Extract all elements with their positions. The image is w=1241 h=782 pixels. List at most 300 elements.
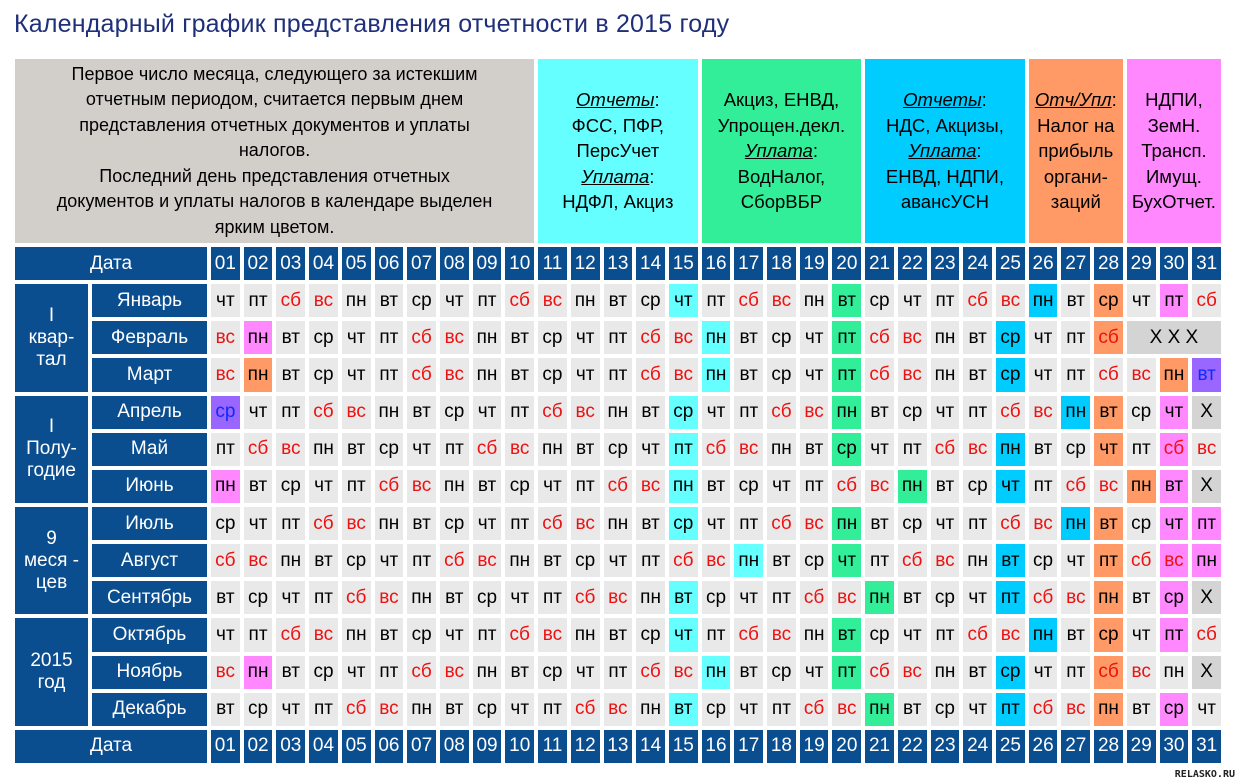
day-cell: чт: [244, 396, 273, 429]
day-cell: ср: [898, 507, 927, 540]
month-label: Август: [92, 544, 207, 577]
day-cell: вт: [1160, 470, 1189, 503]
day-cell: ср: [244, 693, 273, 726]
category-line: Упрощен.декл.: [717, 114, 846, 136]
day-cell: вт: [865, 507, 894, 540]
day-cell: ср: [1094, 618, 1123, 651]
category-line: Трансп.: [1141, 140, 1207, 162]
day-cell: пн: [473, 656, 502, 689]
day-cell: пн: [1029, 618, 1058, 651]
date-footer-day: 20: [832, 730, 861, 763]
category-line: авансУСН: [900, 191, 990, 213]
day-cell: чт: [571, 321, 600, 354]
day-cell: вт: [931, 470, 960, 503]
day-cell: вс: [276, 433, 305, 466]
category-line: СборВБР: [740, 191, 823, 213]
quarter-line: Полу-: [26, 438, 77, 460]
day-cell: вт: [407, 507, 436, 540]
date-footer-day: 13: [604, 730, 633, 763]
category-line: НДС, Акцизы,: [886, 114, 1004, 136]
category-line: ЕНВД, НДПИ,: [885, 165, 1004, 187]
day-cell: вс: [669, 358, 698, 391]
day-cell: вс: [1127, 656, 1156, 689]
date-header-day: 29: [1127, 247, 1156, 280]
day-cell: чт: [473, 396, 502, 429]
site-credit: RELASKO.RU: [1174, 769, 1235, 780]
day-cell: вс: [211, 321, 240, 354]
day-cell: вс: [832, 581, 861, 614]
day-cell: чт: [276, 581, 305, 614]
day-cell: ср: [636, 618, 665, 651]
date-footer-day: 04: [309, 730, 338, 763]
date-header-day: 23: [931, 247, 960, 280]
day-cell: чт: [669, 284, 698, 317]
date-footer-day: 03: [276, 730, 305, 763]
month-label: Сентябрь: [92, 581, 207, 614]
day-cell: вс: [407, 470, 436, 503]
day-cell: ср: [996, 358, 1025, 391]
day-cell: вс: [440, 358, 469, 391]
day-cell: вт: [734, 321, 763, 354]
day-cell: пт: [669, 433, 698, 466]
day-cell: чт: [342, 321, 371, 354]
date-header-day: 27: [1061, 247, 1090, 280]
day-cell: ср: [276, 470, 305, 503]
day-cell: ср: [963, 470, 992, 503]
day-cell: сб: [211, 544, 240, 577]
day-cell: пн: [1029, 284, 1058, 317]
day-cell: вс: [211, 656, 240, 689]
date-footer-day: 25: [996, 730, 1025, 763]
day-cell: чт: [898, 618, 927, 651]
date-header-day: 20: [832, 247, 861, 280]
category-line: Уплата:: [744, 140, 818, 162]
day-cell: пт: [309, 581, 338, 614]
day-cell: ср: [211, 507, 240, 540]
day-cell: пт: [342, 470, 371, 503]
day-cell: пн: [931, 321, 960, 354]
day-cell: ср: [898, 396, 927, 429]
day-cell: вт: [702, 470, 731, 503]
day-cell: пн: [244, 656, 273, 689]
quarter-line: годие: [27, 460, 76, 482]
day-cell: сб: [734, 618, 763, 651]
day-cell: вс: [604, 693, 633, 726]
date-header-day: 26: [1029, 247, 1058, 280]
day-cell: вс: [604, 581, 633, 614]
day-cell: сб: [309, 507, 338, 540]
day-cell: чт: [407, 433, 436, 466]
day-cell: вт: [440, 693, 469, 726]
day-cell: ср: [309, 358, 338, 391]
date-footer-day: 17: [734, 730, 763, 763]
day-cell: чт: [571, 358, 600, 391]
day-cell: пн: [276, 544, 305, 577]
day-cell: сб: [1029, 581, 1058, 614]
note-line: представления отчетных документов и уплаты: [79, 114, 470, 135]
category-line: прибыль: [1038, 140, 1114, 162]
date-footer-day: 10: [505, 730, 534, 763]
day-cell: ср: [865, 618, 894, 651]
day-cell: чт: [702, 396, 731, 429]
day-cell: сб: [963, 284, 992, 317]
day-cell: сб: [276, 618, 305, 651]
day-cell: сб: [505, 284, 534, 317]
day-cell: пн: [604, 396, 633, 429]
day-cell: пн: [898, 470, 927, 503]
day-cell: пн: [1094, 581, 1123, 614]
day-cell: вт: [963, 358, 992, 391]
date-footer-day: 02: [244, 730, 273, 763]
category-line: Отч/Упл:: [1034, 89, 1117, 111]
day-cell: вс: [800, 396, 829, 429]
day-cell: пт: [276, 507, 305, 540]
day-cell: чт: [1192, 693, 1221, 726]
day-cell: пн: [865, 581, 894, 614]
day-cell: ср: [473, 581, 502, 614]
quarter-line: I: [48, 304, 55, 326]
day-cell: вт: [211, 581, 240, 614]
category-header: [1127, 59, 1221, 243]
day-cell: вт: [604, 284, 633, 317]
category-line: Акциз, ЕНВД,: [723, 89, 840, 111]
day-cell: чт: [309, 470, 338, 503]
day-cell: пт: [604, 656, 633, 689]
day-cell: сб: [702, 433, 731, 466]
day-cell: пн: [604, 507, 633, 540]
day-cell: ср: [1160, 693, 1189, 726]
day-cell: чт: [1127, 618, 1156, 651]
day-cell: пт: [767, 581, 796, 614]
day-cell: пн: [1127, 470, 1156, 503]
day-cell: сб: [996, 396, 1025, 429]
day-cell: вт: [244, 470, 273, 503]
day-cell: вт: [898, 581, 927, 614]
note-line: документов и уплаты налогов в календаре выделен: [56, 191, 493, 212]
day-cell: пт: [309, 693, 338, 726]
day-cell: чт: [375, 544, 404, 577]
day-cell: сб: [276, 284, 305, 317]
date-footer-day: 01: [211, 730, 240, 763]
day-cell: пн: [702, 321, 731, 354]
day-cell: сб: [604, 470, 633, 503]
day-cell: вт: [963, 656, 992, 689]
day-cell: пт: [832, 656, 861, 689]
date-header-day: 03: [276, 247, 305, 280]
day-cell: вс: [865, 470, 894, 503]
date-header-day: 09: [473, 247, 502, 280]
day-cell: сб: [767, 507, 796, 540]
day-cell: вт: [865, 396, 894, 429]
day-cell: вт: [734, 358, 763, 391]
day-cell: пт: [1160, 618, 1189, 651]
day-cell: вт: [636, 507, 665, 540]
date-header-day: 05: [342, 247, 371, 280]
day-cell: вт: [669, 693, 698, 726]
date-footer-day: 05: [342, 730, 371, 763]
day-cell: сб: [734, 284, 763, 317]
note-line: налогов.: [238, 140, 311, 161]
day-cell: вс: [1192, 433, 1221, 466]
day-cell: чт: [702, 507, 731, 540]
day-cell: вс: [1160, 544, 1189, 577]
day-cell: ср: [407, 618, 436, 651]
day-cell: ср: [309, 321, 338, 354]
date-header-day: 04: [309, 247, 338, 280]
day-cell: сб: [865, 358, 894, 391]
unused-day: X: [1192, 396, 1221, 429]
day-cell: пт: [1160, 284, 1189, 317]
date-footer-day: 31: [1192, 730, 1221, 763]
day-cell: вт: [832, 284, 861, 317]
day-cell: вт: [1029, 433, 1058, 466]
date-header-day: 06: [375, 247, 404, 280]
day-cell: пт: [996, 581, 1025, 614]
day-cell: ср: [996, 321, 1025, 354]
day-cell: пт: [832, 358, 861, 391]
day-cell: ср: [375, 433, 404, 466]
day-cell: ср: [244, 581, 273, 614]
day-cell: ср: [440, 396, 469, 429]
day-cell: пн: [636, 693, 665, 726]
header-note: [15, 59, 534, 243]
day-cell: вт: [440, 581, 469, 614]
date-footer-day: 24: [963, 730, 992, 763]
day-cell: вт: [767, 544, 796, 577]
day-cell: пт: [604, 321, 633, 354]
category-line: Уплата:: [908, 140, 982, 162]
day-cell: чт: [244, 507, 273, 540]
day-cell: пн: [1192, 544, 1221, 577]
day-cell: чт: [1029, 656, 1058, 689]
day-cell: ср: [702, 693, 731, 726]
quarter-line: 2015: [30, 650, 73, 672]
date-footer-day: 22: [898, 730, 927, 763]
day-cell: вс: [440, 656, 469, 689]
day-cell: ср: [669, 396, 698, 429]
day-cell: вс: [1029, 507, 1058, 540]
day-cell: вс: [669, 321, 698, 354]
day-cell: чт: [211, 284, 240, 317]
day-cell: пт: [931, 618, 960, 651]
quarter-line: тал: [36, 348, 67, 370]
day-cell: ср: [440, 507, 469, 540]
day-cell: пн: [669, 470, 698, 503]
day-cell: пт: [473, 284, 502, 317]
day-cell: ср: [931, 581, 960, 614]
day-cell: чт: [800, 321, 829, 354]
day-cell: ср: [767, 321, 796, 354]
date-header-day: 11: [538, 247, 567, 280]
month-label: Ноябрь: [92, 656, 207, 689]
day-cell: сб: [1094, 321, 1123, 354]
day-cell: пн: [832, 396, 861, 429]
day-cell: пт: [375, 321, 404, 354]
calendar-grid: [15, 59, 1221, 763]
day-cell: пн: [538, 433, 567, 466]
day-cell: вс: [832, 693, 861, 726]
day-cell: пт: [538, 693, 567, 726]
day-cell: чт: [832, 544, 861, 577]
day-cell: ср: [1029, 544, 1058, 577]
day-cell: пн: [702, 358, 731, 391]
day-cell: вс: [931, 544, 960, 577]
day-cell: ср: [604, 433, 633, 466]
day-cell: чт: [211, 618, 240, 651]
date-footer-day: 30: [1160, 730, 1189, 763]
day-cell: вс: [996, 618, 1025, 651]
day-cell: ср: [342, 544, 371, 577]
day-cell: чт: [931, 396, 960, 429]
day-cell: сб: [865, 656, 894, 689]
category-line: НДПИ,: [1145, 89, 1203, 111]
category-line: НДФЛ, Акциз: [562, 191, 674, 213]
day-cell: вс: [898, 321, 927, 354]
unused-days: X X X: [1127, 321, 1221, 354]
day-cell: чт: [963, 693, 992, 726]
quarter-line: 9: [46, 527, 57, 549]
day-cell: вт: [1094, 396, 1123, 429]
day-cell: пн: [571, 284, 600, 317]
day-cell: пн: [1160, 358, 1189, 391]
date-header-day: 12: [571, 247, 600, 280]
quarter-label: [15, 396, 88, 503]
day-cell: вт: [832, 618, 861, 651]
day-cell: пн: [931, 656, 960, 689]
day-cell: ср: [211, 396, 240, 429]
day-cell: сб: [963, 618, 992, 651]
day-cell: вт: [996, 544, 1025, 577]
day-cell: ср: [702, 581, 731, 614]
day-cell: вс: [571, 396, 600, 429]
day-cell: вс: [1029, 396, 1058, 429]
day-cell: ср: [538, 358, 567, 391]
day-cell: чт: [734, 581, 763, 614]
day-cell: ср: [473, 693, 502, 726]
day-cell: сб: [407, 656, 436, 689]
day-cell: пт: [767, 693, 796, 726]
day-cell: ср: [767, 656, 796, 689]
month-label: Январь: [92, 284, 207, 317]
day-cell: сб: [1061, 470, 1090, 503]
day-cell: пн: [342, 284, 371, 317]
day-cell: вт: [309, 544, 338, 577]
date-header-day: 10: [505, 247, 534, 280]
day-cell: вс: [800, 507, 829, 540]
quarter-label: [15, 507, 88, 614]
day-cell: вт: [375, 618, 404, 651]
day-cell: сб: [1192, 284, 1221, 317]
day-cell: вс: [375, 581, 404, 614]
day-cell: ср: [767, 358, 796, 391]
day-cell: пт: [832, 321, 861, 354]
date-footer-day: 07: [407, 730, 436, 763]
category-header: [702, 59, 862, 243]
day-cell: чт: [636, 433, 665, 466]
day-cell: вт: [571, 433, 600, 466]
day-cell: ср: [800, 544, 829, 577]
date-footer-day: 26: [1029, 730, 1058, 763]
day-cell: чт: [931, 507, 960, 540]
date-footer-day: 11: [538, 730, 567, 763]
day-cell: ср: [996, 656, 1025, 689]
date-footer-label: Дата: [15, 730, 207, 763]
day-cell: сб: [440, 544, 469, 577]
day-cell: пт: [538, 581, 567, 614]
day-cell: пн: [636, 581, 665, 614]
day-cell: вт: [505, 321, 534, 354]
day-cell: вс: [538, 284, 567, 317]
day-cell: чт: [505, 581, 534, 614]
day-cell: ср: [865, 284, 894, 317]
day-cell: чт: [505, 693, 534, 726]
day-cell: вс: [767, 618, 796, 651]
day-cell: вс: [309, 284, 338, 317]
day-cell: пн: [996, 433, 1025, 466]
day-cell: чт: [898, 284, 927, 317]
day-cell: чт: [1127, 284, 1156, 317]
day-cell: пт: [473, 618, 502, 651]
date-footer-day: 14: [636, 730, 665, 763]
day-cell: ср: [832, 433, 861, 466]
day-cell: пн: [734, 544, 763, 577]
day-cell: чт: [1160, 507, 1189, 540]
day-cell: вс: [636, 470, 665, 503]
date-header-day: 07: [407, 247, 436, 280]
day-cell: пн: [407, 581, 436, 614]
quarter-label: [15, 284, 88, 391]
day-cell: пн: [931, 358, 960, 391]
day-cell: чт: [604, 544, 633, 577]
day-cell: сб: [473, 433, 502, 466]
day-cell: сб: [309, 396, 338, 429]
date-header-label: Дата: [15, 247, 207, 280]
date-footer-day: 23: [931, 730, 960, 763]
day-cell: вт: [375, 284, 404, 317]
day-cell: ср: [636, 284, 665, 317]
day-cell: вт: [636, 396, 665, 429]
day-cell: чт: [571, 656, 600, 689]
date-header-day: 16: [702, 247, 731, 280]
day-cell: вт: [1094, 507, 1123, 540]
quarter-label: [15, 618, 88, 725]
day-cell: пн: [767, 433, 796, 466]
day-cell: чт: [342, 656, 371, 689]
day-cell: ср: [1061, 433, 1090, 466]
day-cell: пт: [1061, 358, 1090, 391]
day-cell: ср: [931, 693, 960, 726]
note-line: Последний день представления отчетных: [99, 165, 450, 186]
day-cell: вс: [996, 284, 1025, 317]
day-cell: сб: [375, 470, 404, 503]
day-cell: пн: [211, 470, 240, 503]
day-cell: чт: [963, 581, 992, 614]
day-cell: пн: [375, 507, 404, 540]
category-header: [538, 59, 698, 243]
category-line: ЗемН.: [1147, 114, 1201, 136]
day-cell: чт: [996, 470, 1025, 503]
day-cell: чт: [1160, 396, 1189, 429]
day-cell: вт: [505, 656, 534, 689]
day-cell: чт: [1061, 544, 1090, 577]
category-line: БухОтчет.: [1131, 191, 1216, 213]
day-cell: вт: [211, 693, 240, 726]
day-cell: чт: [1094, 433, 1123, 466]
day-cell: пт: [505, 396, 534, 429]
category-line: Налог на: [1037, 114, 1115, 136]
day-cell: вт: [538, 544, 567, 577]
day-cell: сб: [636, 358, 665, 391]
